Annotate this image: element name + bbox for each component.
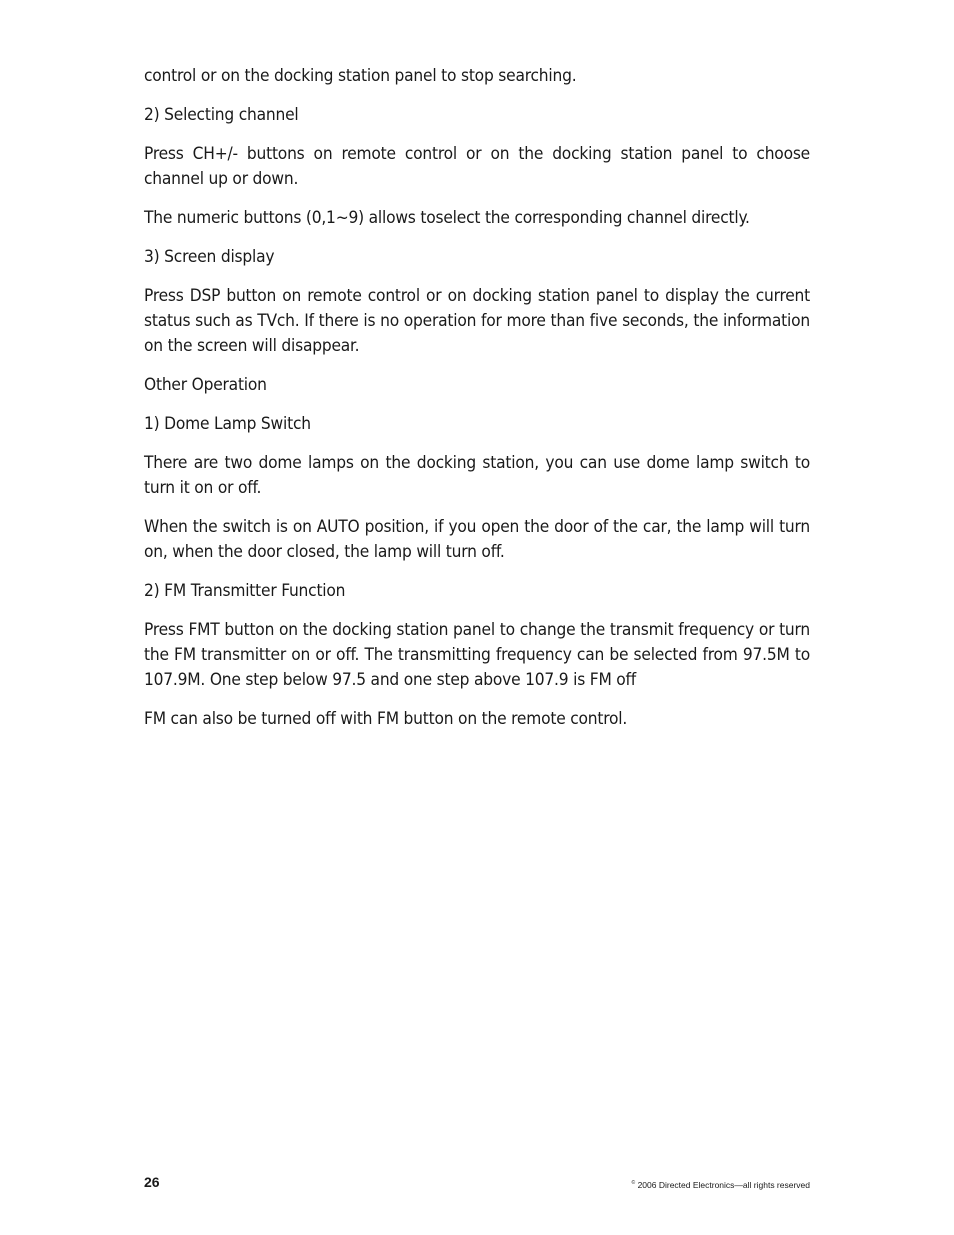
ch-buttons-paragraph: Press CH+/- buttons on remote control or on the docking station panel to choose channel up or down. bbox=[144, 144, 810, 189]
dsp-paragraph: Press DSP button on remote control or on docking station panel to display the current status such as TVch. If there is no operation for more than five seconds, the information on the screen will disappear. bbox=[144, 286, 810, 356]
document-page bbox=[144, 64, 810, 746]
heading-fm-transmitter: 2) FM Transmitter Function bbox=[144, 581, 346, 601]
fmt-paragraph: Press FMT button on the docking station panel to change the transmit frequency or turn the FM transmitter on or off. The transmitting frequency can be selected from 97.5M to 107.9M. One step below 97.5 and one step above 107.9 is FM off bbox=[144, 620, 810, 690]
heading-selecting-channel: 2) Selecting channel bbox=[144, 105, 299, 125]
dome-lamps-paragraph: There are two dome lamps on the docking station, you can use dome lamp switch to turn it on or off. bbox=[144, 453, 810, 498]
heading-other-operation: Other Operation bbox=[144, 375, 267, 395]
copyright-text: 2006 Directed Electronics—all rights reserved bbox=[637, 1180, 810, 1190]
intro-paragraph: control or on the docking station panel to stop searching. bbox=[144, 66, 577, 86]
page-footer bbox=[144, 1174, 810, 1196]
page-number: 26 bbox=[144, 1174, 160, 1190]
auto-position-paragraph: When the switch is on AUTO position, if you open the door of the car, the lamp will turn on, when the door closed, the lamp will turn off. bbox=[144, 517, 810, 562]
fm-off-paragraph: FM can also be turned off with FM button on the remote control. bbox=[144, 709, 628, 729]
heading-dome-lamp-switch: 1) Dome Lamp Switch bbox=[144, 414, 311, 434]
copyright-symbol: © bbox=[631, 1180, 636, 1187]
numeric-buttons-paragraph: The numeric buttons (0,1~9) allows toselect the corresponding channel directly. bbox=[144, 208, 750, 228]
copyright-notice bbox=[632, 1180, 811, 1190]
heading-screen-display: 3) Screen display bbox=[144, 247, 275, 267]
